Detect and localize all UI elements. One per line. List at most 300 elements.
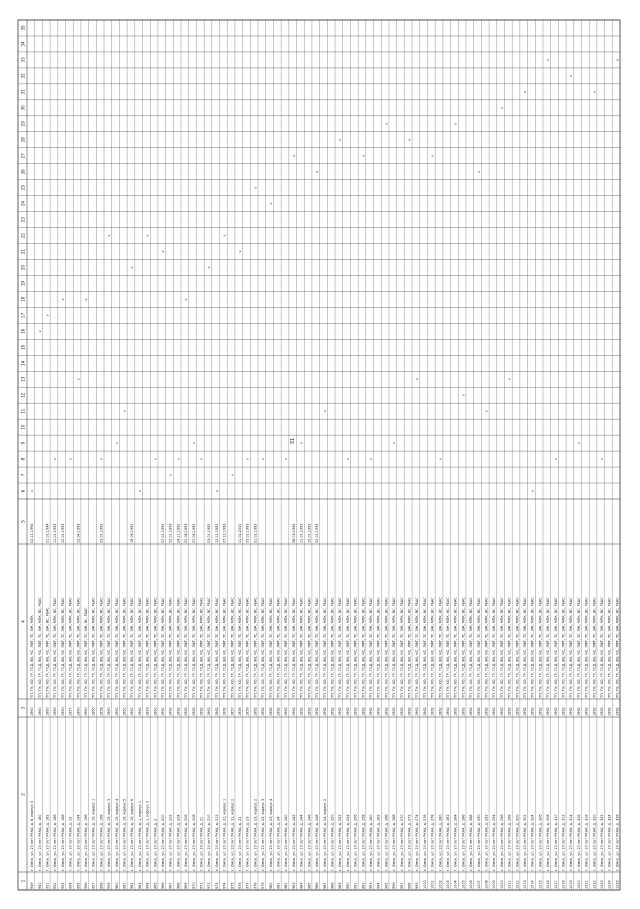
- cell-codes: ТП, ТН, ХО, ГР, ГСД, ВО, КС, ЛФТ, ТС, ЭЖ, МПК, ВС, РБАС: [538, 597, 543, 698]
- cell-year: 1960: [37, 707, 42, 716]
- cell-num: 949: [30, 882, 35, 889]
- cell-year: 1962: [361, 707, 366, 716]
- cell-addr: г. Омск, ул. 20 лет РККА, д. 19, корпус 5: [122, 798, 127, 871]
- check-mark: v: [37, 330, 42, 333]
- check-mark: v: [407, 138, 412, 141]
- check-mark: v: [168, 474, 173, 477]
- cell-addr: г. Омск, ул. 20 лет РККА, д. 204: [176, 814, 181, 871]
- cell-codes: ТП, ТН, ХО, ГР, ГСД, ВО, КС, ЛФТ, ТС, ЭЖ, МПК, ВС, РБАС: [91, 597, 96, 698]
- check-mark: v: [268, 202, 273, 205]
- cell-year: 1960: [60, 707, 65, 716]
- cell-num: 1017: [553, 880, 558, 889]
- cell-addr: г. Омск, ул. 20 лет РККА, д. 19, корпус 3: [107, 798, 112, 871]
- cell-addr: г. Омск, ул. 20 лет РККА, д. 1, корпус 1: [137, 800, 142, 871]
- cell-year: 1962: [407, 707, 412, 716]
- check-mark: v: [453, 122, 458, 125]
- cell-codes: ТП, ТН, ХО, ГР, ГСД, ВО, КС, ЛФТ, ТС, ЭЖ, МПК, ВС, РБАС: [569, 597, 574, 698]
- cell-codes: ТП, ТН, ХО, ГР, ГСД, ВО, КС, ЛФТ, ТС, ЭЖ, МПК, ВС, РБАС: [276, 597, 281, 698]
- cell-addr: г. Омск, ул. 20 лет РККА, д. 304: [530, 814, 535, 871]
- cell-date: 02.01.1993: [315, 523, 320, 543]
- cell-num: 984: [299, 882, 304, 889]
- cell-addr: г. Омск, ул. 20 лет РККА, д. 200: [161, 814, 166, 871]
- cell-addr: г. Омск, ул. 20 лет РККА, д. 248: [315, 814, 320, 871]
- cell-codes: ТП, ТН, ХО, ГР, ГСД, ВО, КС, ЛФТ, ТС, ЭЖ, МПК, ВС, РБАС: [291, 597, 296, 698]
- check-mark: v: [461, 394, 466, 397]
- header-cell: 15: [20, 344, 26, 350]
- cell-addr: г. Омск, ул. 20 лет РККА, д. 194: [76, 814, 81, 871]
- cell-codes: ТП, ТН, ХО, ГР, ГСД, ВО, КС, ЛФТ, ТС, ЭЖ, МПК, ВС, РБАС: [168, 597, 173, 698]
- cell-codes: ТП, ТН, ХО, ГР, ГСД, ВО, КС, ЛФТ, ТС, ЭЖ, МПК, ВС, РБАС: [238, 597, 243, 698]
- cell-year: 1961: [137, 707, 142, 716]
- table-border: [18, 20, 620, 890]
- cell-year: 1962: [569, 707, 574, 716]
- cell-codes: ТП, ТН, ХО, ГР, ГСД, ВО, КС, ЛФТ, ТС, ЭЖ, МПК, ВС, РБАС: [176, 597, 181, 698]
- cell-addr: г. Омск, ул. 20 лет РККА, д. 188: [60, 814, 65, 871]
- cell-num: 1024: [607, 880, 612, 889]
- cell-codes: ТП, ТН, ХО, ГР, ГСД, ВО, КС, ЛФТ, ТС, ЭЖ, ВС, РБАС: [84, 607, 89, 698]
- cell-year: 1962: [268, 707, 273, 716]
- cell-addr: г. Омск, ул. 20 лет РККА, д. 318: [584, 814, 589, 871]
- cell-year: 1962: [469, 707, 474, 716]
- header-cell: 2: [20, 793, 26, 796]
- cell-num: 970: [191, 882, 196, 889]
- header-cell: 6: [20, 489, 26, 493]
- check-mark: v: [45, 314, 50, 317]
- check-mark: v: [315, 170, 320, 173]
- cell-addr: г. Омск, ул. 20 лет РККА, д. 19, корпус 6: [130, 798, 135, 871]
- cell-addr: г. Омск, ул. 20 лет РККА, д. 212: [214, 814, 219, 871]
- cell-year: 1962: [615, 707, 620, 716]
- cell-year: 1993: [145, 707, 150, 716]
- cell-year: 1962: [415, 707, 420, 716]
- cell-year: 1961: [122, 707, 127, 716]
- cell-codes: ТП, ТН, ХО, ГР, ГСД, ВО, КС, ЛФТ, ТС, ЭЖ, МПК, ВС, РБАС: [199, 597, 204, 698]
- cell-codes: ТП, ТН, ХО, ГР, ГСД, ВО, КС, ЛФТ, ТС, ЭЖ, МПК, ВС, РБАС: [530, 597, 535, 698]
- cell-num: 1002: [438, 880, 443, 889]
- cell-num: 1006: [469, 880, 474, 889]
- cell-addr: г. Омск, ул. 20 лет РККА, д. 290: [476, 814, 481, 871]
- cell-num: 1008: [484, 880, 489, 889]
- cell-num: 960: [114, 882, 119, 889]
- cell-year: 1962: [399, 707, 404, 716]
- cell-num: 995: [384, 882, 389, 889]
- cell-num: 1009: [492, 880, 497, 889]
- cell-codes: ТП, ТН, ХО, ГР, ГСД, ВО, КС, ЛФТ, ТС, ЭЖ, МПК, ВС, РБАС: [515, 597, 520, 698]
- cell-num: 1001: [430, 880, 435, 889]
- cell-num: 1021: [584, 880, 589, 889]
- cell-addr: г. Омск, ул. 20 лет РККА, д. 23, корпус 2: [253, 798, 258, 871]
- cell-date: 12.12.1992: [214, 523, 219, 543]
- cell-addr: г. Омск, ул. 20 лет РККА, д. 202: [168, 814, 173, 871]
- cell-codes: ТП, ТН, ХО, ГР, ГСД, ВО, КС, ЛФТ, ТС, ЭЖ, МПК, ВС, РБАС: [99, 597, 104, 698]
- cell-year: 1960: [30, 707, 35, 716]
- check-mark: v: [53, 458, 58, 461]
- cell-year: 1958: [99, 707, 104, 716]
- cell-addr: г. Омск, ул. 20 лет РККА, д. 182: [45, 814, 50, 871]
- check-mark: v: [284, 458, 289, 461]
- cell-num: 963: [137, 882, 142, 889]
- cell-addr: г. Омск, ул. 20 лет РККА, д. 1, корпус 2: [145, 800, 150, 871]
- cell-year: 1962: [453, 707, 458, 716]
- cell-codes: ТП, ТН, ХО, ГР, ГСД, ВО, КС, ЛФТ, ТС, ЭЖ, МПК, ВС, РБАС: [114, 597, 119, 698]
- cell-addr: г. Омск, ул. 20 лет РККА, д. 324: [607, 814, 612, 871]
- cell-addr: г. Омск, ул. 20 лет РККА, д. 278: [430, 814, 435, 871]
- cell-addr: г. Омск, ул. 20 лет РККА, д. 282: [445, 814, 450, 871]
- check-mark: v: [114, 442, 119, 445]
- cell-codes: ТП, ТН, ХО, ГР, ГСД, ВО, КС, ЛФТ, ТС, ЭЖ, МПК, ВС, РБАС: [184, 597, 189, 698]
- check-mark: v: [222, 234, 227, 237]
- check-mark: v: [576, 442, 581, 445]
- check-mark: v: [68, 458, 73, 461]
- cell-num: 1007: [476, 880, 481, 889]
- cell-addr: г. Омск, ул. 20 лет РККА, д. 316: [576, 814, 581, 871]
- header-cell: 21: [20, 248, 26, 255]
- cell-codes: ТП, ТН, ХО, ГР, ГСД, ВО, КС, ЛФТ, ТС, ЭЖ, МПК, ВС, РБАС: [345, 597, 350, 698]
- cell-year: 1962: [392, 707, 397, 716]
- check-mark: v: [145, 234, 150, 237]
- cell-codes: ТП, ТН, ХО, ГР, ГСД, ВО, КС, ЛФТ, ТС, ЭЖ, МПК, ВС, РБАС: [546, 597, 551, 698]
- cell-codes: ТП, ТН, ХО, ГР, ГСД, ВО, КС, ЛФТ, ТС, ЭЖ, МПК, ВС, РБАС: [37, 597, 42, 698]
- cell-codes: ТП, ТН, ХО, ГР, ГСД, ВО, КС, ЛФТ, ТС, ЭЖ, МПК, ВС, РБАС: [338, 597, 343, 698]
- cell-year: 1957: [68, 707, 73, 716]
- cell-codes: ТП, ТН, ХО, ГР, ГСД, ВО, КС, ЛФТ, ТС, ЭЖ, МПК, ВС, РБАС: [484, 597, 489, 698]
- cell-num: 996: [392, 882, 397, 889]
- cell-num: 981: [276, 882, 281, 889]
- header-cell: 23: [20, 217, 26, 223]
- cell-addr: г. Омск, ул. 20 лет РККА, д. 23, корпус 3: [261, 798, 266, 871]
- cell-year: 1961: [114, 707, 119, 716]
- cell-year: 1962: [584, 707, 589, 716]
- header-cell: 32: [20, 73, 26, 79]
- cell-codes: ТП, ТН, ХО, ГР, ГСД, ВО, КС, ЛФТ, ТС, ЭЖ, МПК, ВС, РБАС: [561, 597, 566, 698]
- cell-num: 968: [176, 882, 181, 889]
- cell-year: 1959: [245, 707, 250, 716]
- cell-addr: г. Омск, ул. 20 лет РККА, д. 19: [68, 816, 73, 871]
- cell-date: 02.11.1994: [30, 523, 35, 543]
- check-mark: v: [299, 442, 304, 445]
- header-cell: 20: [20, 264, 26, 271]
- check-mark: v: [338, 138, 343, 141]
- cell-year: 1962: [438, 707, 443, 716]
- cell-codes: ТП, ТН, ХО, ГР, ГСД, ВО, КС, ЛФТ, ТС, ЭЖ, МПК, ВС, РБАС: [214, 597, 219, 698]
- cell-num: 961: [122, 882, 127, 889]
- cell-addr: г. Омск, ул. 20 лет РККА, д. 24, корпус 2: [322, 798, 327, 871]
- check-mark: v: [191, 442, 196, 445]
- cell-date: 11.02.2000: [238, 523, 243, 543]
- cell-addr: г. Омск, ул. 20 лет РККА, д. 240: [284, 814, 289, 871]
- check-mark: v: [253, 186, 258, 189]
- cell-codes: ТП, ТН, ХО, ГР, ГСД, ВО, КС, ЛФТ, ТС, ЭЖ, МПК, ВС, РБАС: [368, 597, 373, 698]
- check-mark: v: [322, 410, 327, 413]
- cell-addr: г. Омск, ул. 20 лет РККА, д. 21: [199, 816, 204, 871]
- cell-codes: ТП, ТН, ХО, ГР, ГСД, ВО, КС, ЛФТ, ТС, ЭЖ, МПК, ВС, РБАС: [153, 597, 158, 698]
- cell-year: 1962: [592, 707, 597, 716]
- cell-num: 1022: [592, 880, 597, 889]
- cell-num: 962: [130, 882, 135, 889]
- check-mark: v: [230, 474, 235, 477]
- cell-codes: ТП, ТН, ХО, ГР, ГСД, ВО, КС, ЛФТ, ТС, ЭЖ, МПК, ВС, РБАС: [384, 597, 389, 698]
- cell-year: 1962: [507, 707, 512, 716]
- check-mark: v: [530, 490, 535, 493]
- cell-num: 971: [199, 882, 204, 889]
- check-mark: v: [76, 378, 81, 381]
- cell-year: 1962: [484, 707, 489, 716]
- cell-date: 11.01.1993: [299, 523, 304, 543]
- cell-addr: г. Омск, ул. 20 лет РККА, д. 310: [553, 814, 558, 871]
- check-mark: v: [137, 490, 142, 493]
- cell-year: 1962: [546, 707, 551, 716]
- header-cell: 25: [20, 185, 26, 191]
- cell-num: 959: [107, 882, 112, 889]
- check-mark: v: [499, 106, 504, 109]
- cell-codes: ТП, ТН, ХО, ГР, ГСД, ВО, КС, ЛФТ, ТС, ЭЖ, МПК, ВС, РБАС: [76, 597, 81, 698]
- check-mark: v: [184, 298, 189, 301]
- cell-year: 1962: [538, 707, 543, 716]
- cell-date: 07.12.1993: [222, 523, 227, 543]
- header-cell: 12: [20, 392, 26, 398]
- cell-codes: ТП, ТН, ХО, ГР, ГСД, ВО, КС, ЛФТ, ТС, ЭЖ, МПК, ВС, РБАС: [107, 597, 112, 698]
- check-mark: v: [569, 74, 574, 77]
- cell-codes: ТП, ТН, ХО, ГР, ГСД, ВО, КС, ЛФТ, ТС, ЭЖ, МПК, ВС, РБАС: [130, 597, 135, 698]
- cell-codes: ТП, ТН, ХО, ГР, ГСД, ВО, КС, ЛФТ, ТС, ЭЖ, МПК, ВС, РБАС: [53, 597, 58, 698]
- cell-codes: ТП, ТН, ХО, ГР, ГСД, ВО, КС, ЛФТ, ТС, ЭЖ, МПК, ВС, РБАС: [430, 597, 435, 698]
- cell-num: 982: [284, 882, 289, 889]
- cell-num: 1012: [515, 880, 520, 889]
- cell-num: 990: [345, 882, 350, 889]
- cell-addr: г. Омск, ул. 20 лет РККА, д. 260: [368, 814, 373, 871]
- cell-year: 1962: [430, 707, 435, 716]
- cell-num: 964: [145, 882, 150, 889]
- cell-num: 998: [407, 882, 412, 889]
- cell-addr: г. Омск, ул. 20 лет РККА, д. 306: [538, 814, 543, 871]
- cell-addr: г. Омск, ул. 20 лет РККА, д. 196: [84, 814, 89, 871]
- check-mark: v: [476, 170, 481, 173]
- check-mark: v: [345, 458, 350, 461]
- header-cell: 29: [20, 121, 26, 127]
- cell-codes: ТП, ТН, ХО, ГР, ГСД, ВО, КС, ЛФТ, ТС, ЭЖ, МПК, ВС, РБАС: [261, 597, 266, 698]
- cell-codes: ТП, ТН, ХО, ГР, ГСД, ВО, КС, ЛФТ, ТС, ЭЖ, МПК, ВС, РБАС: [507, 597, 512, 698]
- cell-num: 1019: [569, 880, 574, 889]
- cell-num: 1005: [461, 880, 466, 889]
- cell-date: 10.01.1993: [60, 523, 65, 543]
- cell-addr: г. Омск, ул. 20 лет РККА, д. 268: [392, 814, 397, 871]
- check-mark: v: [199, 458, 204, 461]
- header-cell: 16: [20, 328, 26, 334]
- cell-year: 1962: [576, 707, 581, 716]
- header-cell: 31: [20, 89, 26, 95]
- cell-num: 954: [68, 882, 73, 889]
- cell-date: 03.01.1992: [207, 523, 212, 543]
- cell-addr: г. Омск, ул. 20 лет РККА, д. 274: [415, 814, 420, 871]
- cell-codes: ТП, ТН, ХО, ГР, ГСД, ВО, КС, ЛФТ, ТС, ЭЖ, МПК, ВС, РБАС: [330, 597, 335, 698]
- cell-addr: г. Омск, ул. 20 лет РККА, д. 320: [592, 814, 597, 871]
- cell-addr: г. Омск, ул. 20 лет РККА, д. 262: [376, 814, 381, 871]
- cell-date: 15.01.1993: [307, 523, 312, 543]
- cell-date: 02.04.1993: [76, 523, 81, 543]
- cell-year: 1962: [315, 707, 320, 716]
- header-cell: 24: [20, 201, 26, 207]
- cell-num: 987: [322, 882, 327, 889]
- cell-num: 983: [291, 882, 296, 889]
- cell-year: 1962: [561, 707, 566, 716]
- cell-date: 20.08.1993: [184, 523, 189, 543]
- header-cell: 9: [20, 441, 26, 445]
- header-cell: 18: [20, 296, 26, 302]
- cell-codes: ТП, ТН, ХО, ГР, ГСД, ВО, КС, ЛФТ, ТС, ЭЖ, МПК, ВС, РБАС: [68, 597, 73, 698]
- cell-num: 966: [161, 882, 166, 889]
- cell-codes: ТП, ТН, ХО, ГР, ГСД, ВО, КС, ЛФТ, ТС, ЭЖ, МПК, ВС, РБАС: [392, 597, 397, 698]
- cell-codes: ТП, ТН, ХО, ГР, ГСД, ВО, КС, ЛФТ, ТС, ЭЖ, МПК, ВС, РБАС: [191, 597, 196, 698]
- cell-year: 1961: [161, 707, 166, 716]
- cell-addr: г. Омск, ул. 20 лет РККА, д. 300: [515, 814, 520, 871]
- cell-year: 1962: [515, 707, 520, 716]
- cell-year: 1962: [553, 707, 558, 716]
- cell-year: 1962: [338, 707, 343, 716]
- cell-year: 1962: [322, 707, 327, 716]
- cell-addr: г. Омск, ул. 20 лет РККА, д. 8, корпус 3: [30, 800, 35, 871]
- cell-date: 02.01.1993: [168, 523, 173, 543]
- cell-num: 986: [315, 882, 320, 889]
- cell-codes: ТП, ТН, ХО, ГР, ГСД, ВО, КС, ЛФТ, ТС, ЭЖ, МПК, ВС, РБАС: [361, 597, 366, 698]
- cell-year: 1962: [422, 707, 427, 716]
- check-mark: v: [122, 410, 127, 413]
- cell-num: 1004: [453, 880, 458, 889]
- cell-year: 1962: [607, 707, 612, 716]
- cell-year: 1962: [199, 707, 204, 716]
- cell-addr: г. Омск, ул. 20 лет РККА, д. 254: [345, 814, 350, 871]
- cell-num: 956: [84, 882, 89, 889]
- cell-addr: г. Омск, ул. 20 лет РККА, д. 19, корпус 4: [114, 798, 119, 871]
- cell-num: 1018: [561, 880, 566, 889]
- cell-year: 1962: [492, 707, 497, 716]
- cell-year: 1962: [461, 707, 466, 716]
- cell-num: 1013: [522, 880, 527, 889]
- cell-codes: ТП, ТН, ХО, ГР, ГСД, ВО, КС, ЛФТ, ТС, ЭЖ, МПК, ВС, РБАС: [592, 597, 597, 698]
- cell-codes: ТП, ТН, ХО, ГР, ГСД, ВО, КС, ЛФТ, ТС, ЭЖ, МПК, ВС, РБАС: [476, 597, 481, 698]
- cell-date: 07.01.1993: [161, 523, 166, 543]
- check-mark: v: [107, 234, 112, 237]
- cell-codes: ТП, ТН, ХО, ГР, ГСД, ВО, КС, ЛФТ, ТС, ЭЖ, МПК, ВС, РБАС: [299, 597, 304, 698]
- cell-num: 952: [53, 882, 58, 889]
- cell-codes: ТП, ТН, ХО, ГР, ГСД, ВО, КС, ЛФТ, ТС, ЭЖ, МПК, ВС, РБАС: [353, 597, 358, 698]
- cell-year: 1962: [191, 707, 196, 716]
- header-cell: 30: [20, 105, 26, 111]
- header-cell: 4: [20, 620, 26, 623]
- cell-year: 1962: [499, 707, 504, 716]
- cell-year: 1962: [261, 707, 266, 716]
- check-mark: v: [130, 266, 135, 269]
- check-mark: v: [291, 154, 296, 157]
- cell-date: 24.11.1992: [176, 523, 181, 543]
- header-cell: 35: [20, 25, 26, 31]
- cell-addr: г. Омск, ул. 20 лет РККА, д. 288: [469, 814, 474, 871]
- cell-addr: г. Омск, ул. 20 лет РККА, д. 256: [353, 814, 358, 871]
- cell-year: 1962: [445, 707, 450, 716]
- cell-year: 1962: [599, 707, 604, 716]
- cell-codes: ТП, ТН, ХО, ГР, ГСД, ВО, КС, ЛФТ, ТС, ЭЖ, МПК, ВС, РБАС: [576, 597, 581, 698]
- header-cell: 3: [20, 706, 26, 710]
- header-cell: 33: [20, 57, 26, 63]
- cell-codes: ТП, ТН, ХО, ГР, ГСД, ВО, КС, ЛФТ, ТС, ЭЖ, МПК, ВС, РБАС: [207, 597, 212, 698]
- cell-num: 991: [353, 882, 358, 889]
- check-mark: v: [522, 90, 527, 93]
- cell-year: 1960: [107, 707, 112, 716]
- cell-addr: г. Омск, ул. 20 лет РККА, д. 280: [438, 814, 443, 871]
- cell-addr: г. Омск, ул. 20 лет РККА, д. 198: [99, 814, 104, 871]
- cell-addr: г. Омск, ул. 20 лет РККА, д. 24: [276, 816, 281, 871]
- cell-num: 972: [207, 882, 212, 889]
- cell-addr: г. Омск, ул. 20 лет РККА, д. 294: [492, 814, 497, 871]
- cell-num: 1010: [499, 880, 504, 889]
- cell-addr: г. Омск, ул. 20 лет РККА, д. 206: [184, 814, 189, 871]
- cell-codes: ТП, ТН, ХО, ГР, ГСД, ВО, КС, ЛФТ, ТС, ЭЖ, МПК: [30, 615, 35, 698]
- cell-addr: г. Омск, ул. 20 лет РККА, д. 302: [522, 814, 527, 871]
- cell-num: 1025: [615, 880, 620, 889]
- cell-codes: ТП, ТН, ХО, ГР, ГСД, ВО, КС, ЛФТ, ТС, ЭЖ, МПК, ВС, РБАС: [60, 597, 65, 698]
- cell-addr: г. Омск, ул. 20 лет РККА, д. 298: [507, 814, 512, 871]
- check-mark: v: [214, 490, 219, 493]
- cell-addr: г. Омск, ул. 20 лет РККА, д. 276: [422, 814, 427, 871]
- cell-codes: ТП, ТН, ХО, ГР, ГСД, ВО, КС, ЛФТ, ТС, ЭЖ, МПК, ВС, РБАС: [422, 597, 427, 698]
- cell-year: 1962: [284, 707, 289, 716]
- header-cell: 1: [20, 879, 26, 883]
- cell-num: 979: [261, 882, 266, 889]
- header-cell: 34: [20, 41, 26, 47]
- cell-year: 1962: [345, 707, 350, 716]
- check-mark: v: [384, 122, 389, 125]
- cell-codes: ТП, ТН, ХО, ГР, ГСД, ВО, КС, ЛФТ, ТС, ЭЖ, МПК, ВС, РБАС: [230, 597, 235, 698]
- cell-date: 06.03.1994: [291, 523, 296, 543]
- cell-codes: ТП, ТН, ХО, ГР, ГСД, ВО, КС, ЛФТ, ТС, ЭЖ, МПК, ВС, РБАС: [307, 597, 312, 698]
- cell-codes: ТП, ТН, ХО, ГР, ГСД, ВО, КС, ЛФТ, ТС, ЭЖ, МПК, ВС, РБАС: [268, 597, 273, 698]
- cell-num: 958: [99, 882, 104, 889]
- cell-year: 1959: [238, 707, 243, 716]
- cell-codes: ТП, ТН, ХО, ГР, ГСД, ВО, КС, ЛФТ, ТС, ЭЖ, МПК, ВС, РБАС: [438, 597, 443, 698]
- cell-year: 1962: [522, 707, 527, 716]
- check-mark: v: [99, 458, 104, 461]
- cell-num: 980: [268, 882, 273, 889]
- check-mark: v: [207, 266, 212, 269]
- cell-addr: г. Омск, ул. 20 лет РККА, д. 210: [207, 814, 212, 871]
- cell-codes: ТП, ТН, ХО, ГР, ГСД, ВО, КС, ЛФТ, ТС, ЭЖ, МПК, ВС, РБАС: [122, 597, 127, 698]
- cell-addr: г. Омск, ул. 20 лет РККА, д. 23, корпус 4: [268, 798, 273, 871]
- cell-year: 1962: [184, 707, 189, 716]
- cell-addr: г. Омск, ул. 20 лет РККА, д. 284: [453, 814, 458, 871]
- check-mark: v: [415, 378, 420, 381]
- cell-addr: г. Омск, ул. 20 лет РККА, д. 314: [569, 814, 574, 871]
- cell-num: 1011: [507, 880, 512, 889]
- cell-num: 1015: [538, 880, 543, 889]
- cell-year: 1962: [176, 707, 181, 716]
- cell-codes: ТП, ТН, ХО, ГР, ГСД, ВО, КС, ЛФТ, ТС, ЭЖ, МПК, ВС, РБАС: [522, 597, 527, 698]
- header-cell: 26: [20, 169, 26, 175]
- check-mark: v: [484, 410, 489, 413]
- check-mark: v: [30, 490, 35, 493]
- cell-year: 1962: [376, 707, 381, 716]
- cell-year: 1962: [330, 707, 335, 716]
- cell-addr: г. Омск, ул. 20 лет РККА, д. 22: [238, 816, 243, 871]
- cell-year: 1962: [368, 707, 373, 716]
- cell-year: 1961: [130, 707, 135, 716]
- cell-codes: ТП, ТН, ХО, ГР, ГСД, ВО, КС, ЛФТ, ТС, ЭЖ, МПК, ВС, РБАС: [553, 597, 558, 698]
- cell-num: 965: [153, 882, 158, 889]
- cell-year: 1962: [476, 707, 481, 716]
- check-mark: v: [161, 250, 166, 253]
- cell-year: 1961: [153, 707, 158, 716]
- cell-num: 957: [91, 882, 96, 889]
- check-mark: v: [553, 458, 558, 461]
- cell-num: 994: [376, 882, 381, 889]
